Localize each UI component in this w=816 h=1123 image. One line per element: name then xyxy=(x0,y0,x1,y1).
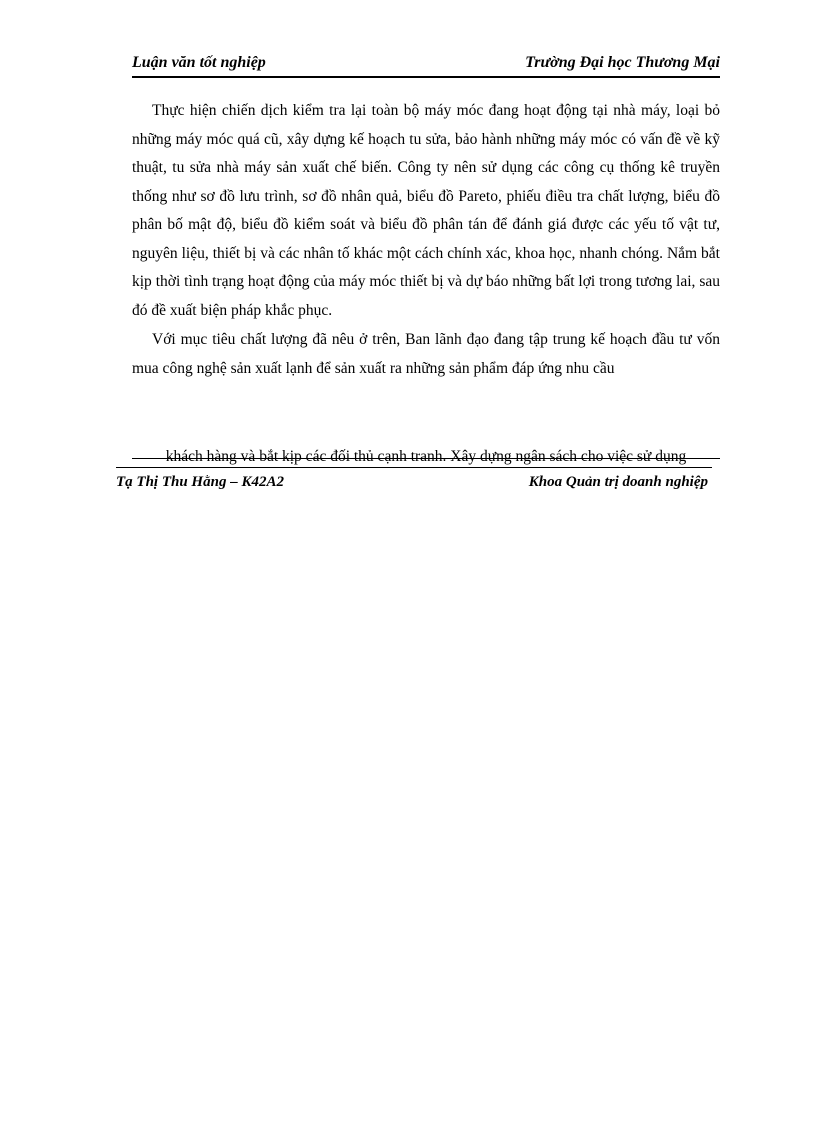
paragraph-machinery-inspection: Thực hiện chiến dịch kiểm tra lại toàn bộ máy móc đang hoạt động tại nhà máy, loại bỏ những máy móc quá cũ, xây dựng kế hoạch tu sửa, bảo hành những máy móc có vấn đề về kỹ thuật, tu sửa nhà máy sản xuất chế biến. Công ty nên sử dụng các công cụ thống kê truyền thống như sơ đồ lưu trình, sơ đồ nhân quả, biểu đồ Pareto, phiếu điều tra chất lượng, biểu đồ phân bố mật độ, biểu đồ kiểm soát và biểu đồ phân tán để đánh giá được các yếu tố vật tư, nguyên liệu, thiết bị và các nhân tố khác một cách chính xác, khoa học, nhanh chóng. Nắm bắt kịp thời tình trạng hoạt động của máy móc thiết bị và dự báo những bất lợi trong tương lai, sau đó đề xuất biện pháp khắc phục. xyxy=(132,102,720,319)
footer-author: Tạ Thị Thu Hằng – K42A2 xyxy=(116,474,284,490)
header-university-name: Trường Đại học Thương Mại xyxy=(525,54,720,71)
strikethrough-rule xyxy=(132,458,720,459)
cut-off-text: khách hàng và bắt kịp các đối thủ cạnh tranh. Xây dựng ngân sách cho việc sử dụng xyxy=(165,448,687,465)
paragraph-quality-goals: Với mục tiêu chất lượng đã nêu ở trên, Ban lãnh đạo đang tập trung kế hoạch đầu tư vốn mua công nghệ sản xuất lạnh để sản xuất ra những sản phẩm đáp ứng nhu cầu xyxy=(132,331,720,377)
page-footer xyxy=(116,467,712,494)
body-text xyxy=(132,97,720,383)
page-header xyxy=(132,50,720,78)
footer-faculty: Khoa Quản trị doanh nghiệp xyxy=(528,474,708,490)
header-thesis-label: Luận văn tốt nghiệp xyxy=(132,54,266,71)
